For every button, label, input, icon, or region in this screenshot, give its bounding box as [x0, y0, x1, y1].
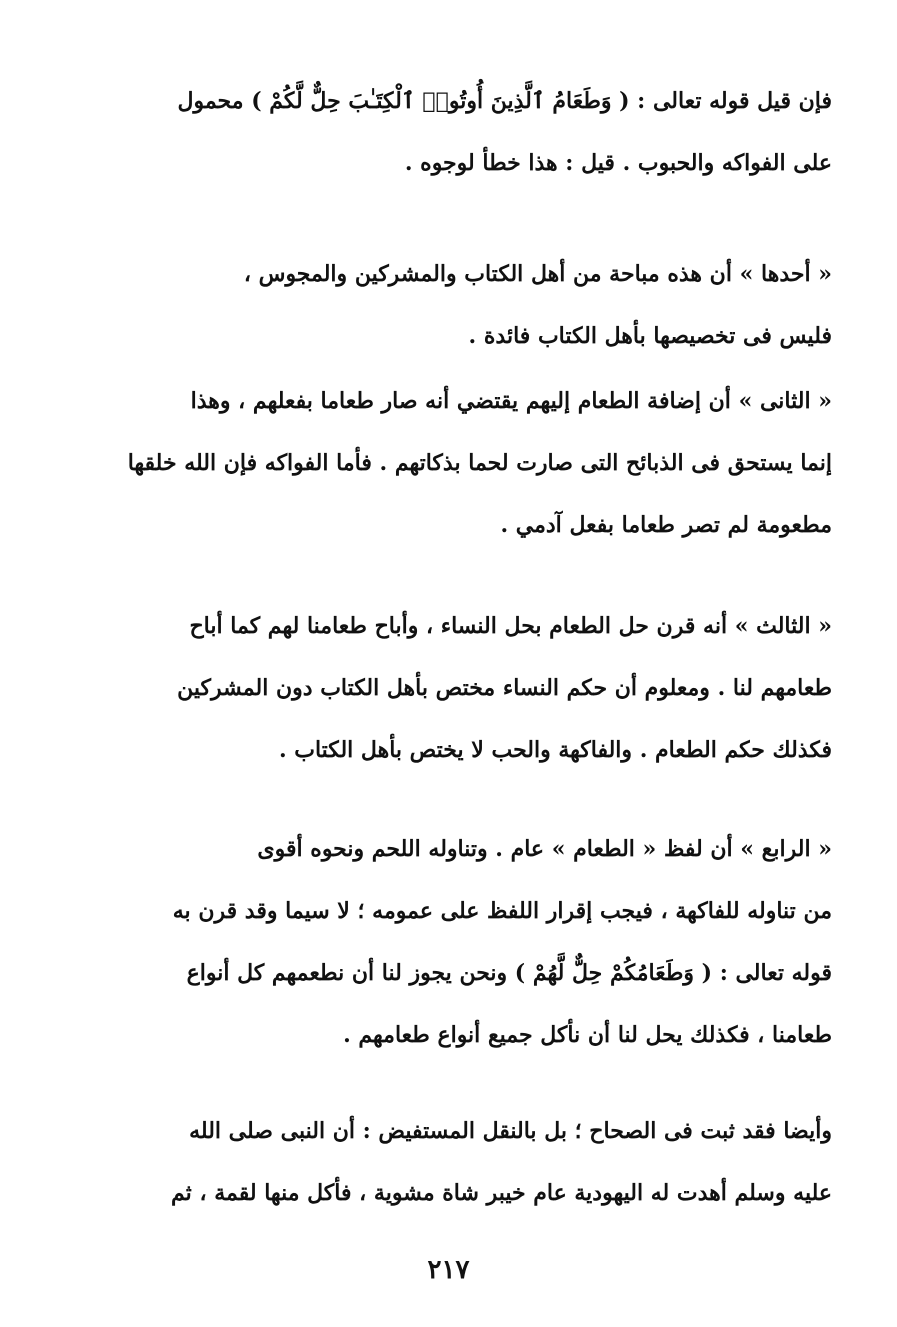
- text-line: فكذلك حكم الطعام . والفاكهة والحب لا يختص بأهل الكتاب .: [278, 737, 832, 763]
- paragraph-first-reason: [112, 243, 832, 367]
- text-line: طعامهم لنا . ومعلوم أن حكم النساء مختص بأهل الكتاب دون المشركين: [177, 675, 832, 701]
- paragraph-hadith: [112, 1100, 832, 1224]
- text-line: « الثانى » أن إضافة الطعام إليهم يقتضي أنه صار طعاما بفعلهم ، وهذا: [190, 388, 832, 414]
- paragraph-second-reason: [112, 370, 832, 556]
- text-line: فإن قيل قوله تعالى : ( وَطَعَامُ ٱلَّذِينَ أُوتُوا۟ ٱلْكِتَـٰبَ حِلٌّ لَّكُمْ ) محمول: [177, 88, 832, 114]
- text-line: مطعومة لم تصر طعاما بفعل آدمي .: [500, 512, 832, 538]
- text-line: إنما يستحق فى الذبائح التى صارت لحما بذكاتهم . فأما الفواكه فإن الله خلقها: [127, 450, 832, 476]
- paragraph-fourth-reason: [112, 818, 832, 1066]
- text-line: « أحدها » أن هذه مباحة من أهل الكتاب والمشركين والمجوس ،: [243, 261, 832, 287]
- text-line: فليس فى تخصيصها بأهل الكتاب فائدة .: [468, 323, 832, 349]
- page-number: ٢١٧: [427, 1255, 470, 1285]
- text-line: عليه وسلم أهدت له اليهودية عام خيبر شاة مشوية ، فأكل منها لقمة ، ثم: [171, 1180, 832, 1206]
- text-line: من تناوله للفاكهة ، فيجب إقرار اللفظ على عمومه ؛ لا سيما وقد قرن به: [172, 898, 832, 924]
- text-line: وأيضا فقد ثبت فى الصحاح ؛ بل بالنقل المستفيض : أن النبى صلى الله: [189, 1118, 832, 1144]
- text-line: طعامنا ، فكذلك يحل لنا أن نأكل جميع أنواع طعامهم .: [343, 1022, 832, 1048]
- text-line: « الثالث » أنه قرن حل الطعام بحل النساء ، وأباح طعامنا لهم كما أباح: [189, 613, 832, 639]
- paragraph-third-reason: [112, 595, 832, 781]
- paragraph-quran-objection: [112, 70, 832, 194]
- text-line: قوله تعالى : ( وَطَعَامُكُمْ حِلٌّ لَّهُمْ ) ونحن يجوز لنا أن نطعمهم كل أنواع: [186, 960, 832, 986]
- text-line: « الرابع » أن لفظ « الطعام » عام . وتناوله اللحم ونحوه أقوى: [257, 836, 832, 862]
- text-line: على الفواكه والحبوب . قيل : هذا خطأ لوجوه .: [404, 150, 832, 176]
